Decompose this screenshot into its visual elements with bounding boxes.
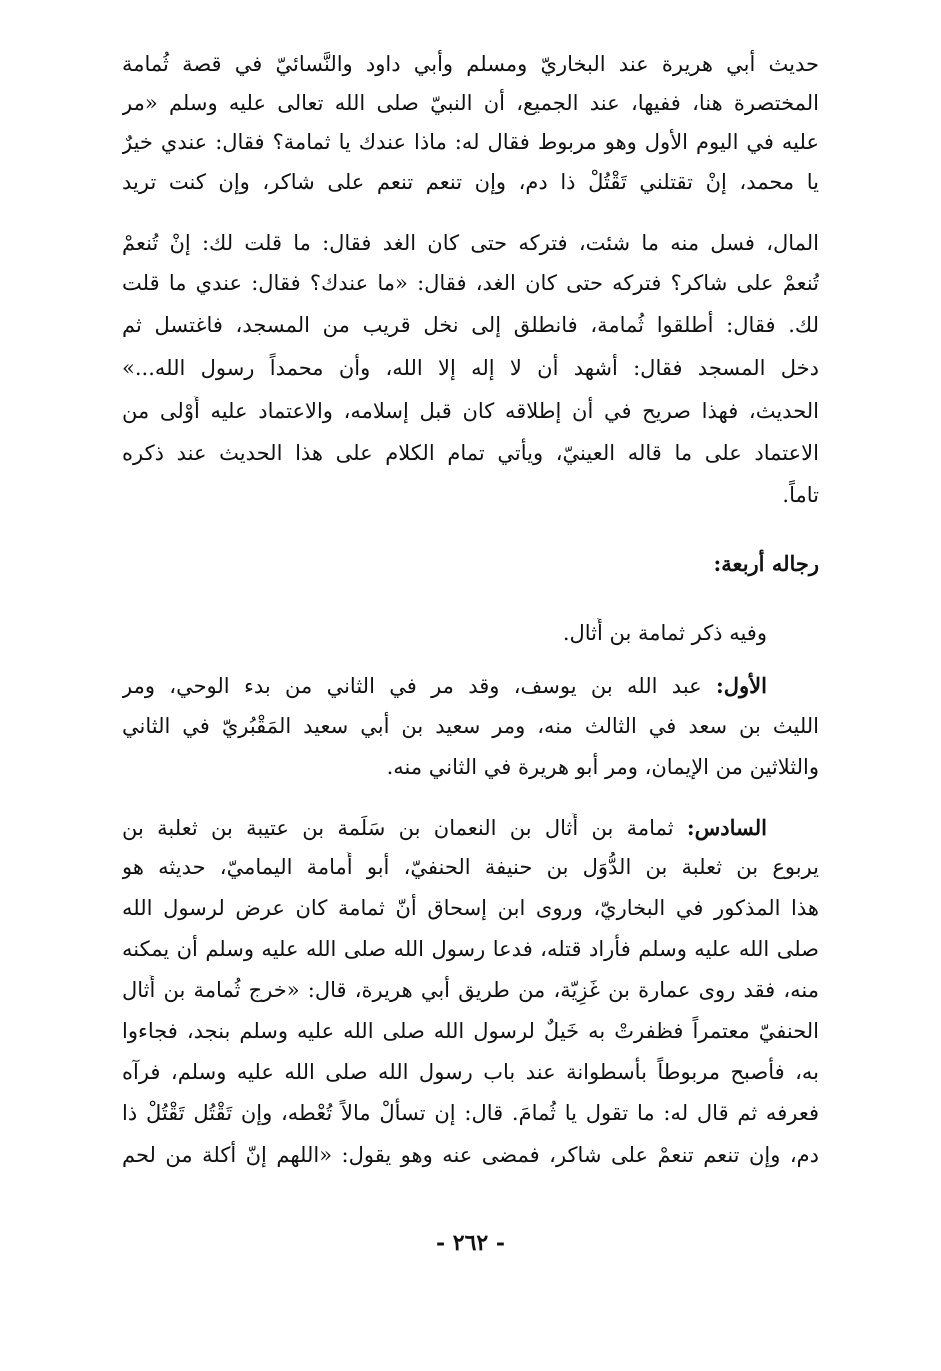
sixth-narrator-line [122,813,767,843]
paragraph-1-line: دخل المسجد فقال: أشهد أن لا إله إلا الله، وأن محمداً رسول الله...» [122,356,819,380]
first-narrator-text: عبد الله بن يوسف، وقد مر في الثاني من بدء الوحي، ومر [122,674,702,698]
sixth-narrator-label: السادس: [686,815,767,840]
first-narrator-line: الليث بن سعد في الثالث منه، ومر سعيد بن أبي سعيد المَقْبُريّ في الثاني [122,714,819,738]
paragraph-1-line: تاماً. [782,483,819,507]
paragraph-1-line: الاعتماد على ما قاله العينيّ، ويأتي تمام الكلام على هذا الحديث عند ذكره [122,441,819,465]
sixth-narrator-line: الحنفيّ معتمراً فظفرتْ به خَيلٌ لرسول الله صلى الله عليه وسلم بنجد، فجاءوا [122,1019,819,1043]
paragraph-1-line: لك. فقال: أطلقوا ثُمامة، فانطلق إلى نخل قريب من المسجد، فاغتسل ثم [122,313,819,337]
paragraph-1-line: المال، فسل منه ما شئت، فتركه حتى كان الغد فقال: ما قلت لك: إنْ تُنعمْ [122,231,819,255]
sixth-narrator-line: دم، وإن تنعم تنعمْ على شاكر، فمضى عنه وهو يقول: «اللهم إنّ أكلة من لحم [122,1143,819,1167]
sixth-narrator-line: فعرفه ثم قال له: ما تقول يا ثُمامَ. قال: إن تسألْ مالاً تُعْطه، وإن تَقْتُل تَقْتُلْ ذا [122,1101,819,1125]
paragraph-1-line: تُنعمْ على شاكر؟ فتركه حتى كان الغد، فقال: «ما عندك؟ فقال: عندي ما قلت [122,271,819,295]
first-narrator-line: والثلاثين من الإيمان، ومر أبو هريرة في الثاني منه. [386,755,819,779]
mention-line: وفيه ذكر ثمامة بن أُثال. [562,621,767,645]
section-heading: رجاله أربعة: [713,551,819,576]
paragraph-1-line: المختصرة هنا، ففيها، عند الجميع، أن النبيّ صلى الله تعالى عليه وسلم «مر [122,91,819,115]
sixth-narrator-text: ثمامة بن أُثال بن النعمان بن سَلَمة بن عتيبة بن ثعلبة بن [122,816,674,840]
paragraph-1-line: حديث أبي هريرة عند البخاريّ ومسلم وأبي داود والنَّسائيّ في قصة ثُمامة [122,52,819,76]
paragraph-1-line: يا محمد، إنْ تقتلني تَقْتُلْ ذا دم، وإن تنعم تنعم على شاكر، وإن كنت تريد [122,170,819,194]
sixth-narrator-line: به، فأصبح مربوطاً بأسطوانة عند باب رسول الله صلى الله عليه وسلم، فرآه [122,1060,819,1084]
sixth-narrator-line: يربوع بن ثعلبة بن الدُّوَل بن حنيفة الحنفيّ، أبو أُمامة اليماميّ، حديثه هو [122,855,819,879]
page-number: - ٢٦٢ - [435,1230,506,1256]
sixth-narrator-line: هذا المذكور في البخاريّ، وروى ابن إسحاق أنّ ثمامة كان عرض لرسول الله [122,896,819,920]
first-narrator-label: الأول: [716,673,767,698]
sixth-narrator-line: منه، فقد روى عمارة بن غَزِيّة، من طريق أبي هريرة، قال: «خرج ثُمامة بن أُثال [122,978,819,1002]
first-narrator-line [122,671,767,701]
paragraph-1-line: الحديث، فهذا صريح في أن إطلاقه كان قبل إسلامه، والاعتماد عليه أَوْلى من [122,399,819,423]
paragraph-1-line: عليه في اليوم الأول وهو مربوط فقال له: ماذا عندك يا ثمامة؟ فقال: عندي خيرٌ [122,130,819,154]
sixth-narrator-line: صلى الله عليه وسلم فأراد قتله، فدعا رسول الله صلى الله عليه وسلم أن يمكنه [122,937,819,961]
